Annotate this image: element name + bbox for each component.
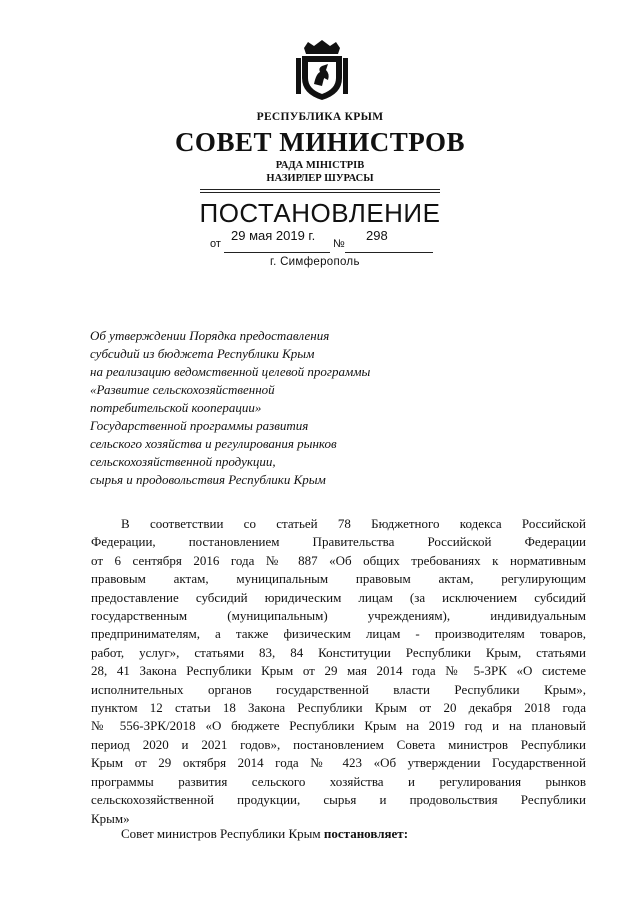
date-prefix: от <box>210 238 221 250</box>
city: г. Симферополь <box>270 256 360 268</box>
subject-line: Государственной программы развития <box>90 418 309 433</box>
subject-line: Об утверждении Порядка предоставления <box>90 328 330 343</box>
republic-name: РЕСПУБЛИКА КРЫМ <box>256 111 384 123</box>
subject-line: сельскохозяйственной продукции, <box>90 454 276 469</box>
body-line: пунктом 12 статьи 18 Закона Республики Крым от 20 декабря 2018 года <box>91 700 586 716</box>
number-underline <box>345 252 433 253</box>
body-line: Федерации, постановлением Правительства Российской Федерации <box>91 534 586 550</box>
header-divider <box>200 189 440 190</box>
date-number-row <box>0 228 640 248</box>
council-title: СОВЕТ МИНИСТРОВ <box>174 127 466 157</box>
body-line: программы развития сельского хозяйства и регулирования рынков <box>91 773 586 789</box>
subject-line: субсидий из бюджета Республики Крым <box>90 346 315 361</box>
body-line: от 6 сентября 2016 года № 887 «Об общих требованиях к нормативным <box>91 552 586 568</box>
decree-date: 29 мая 2019 г. <box>231 228 316 243</box>
decree-subject <box>90 327 450 489</box>
body-line: № 556-ЗРК/2018 «О бюджете Республики Крым на 2019 год и на плановый <box>91 718 586 734</box>
subject-line: на реализацию ведомственной целевой программы <box>90 364 371 379</box>
body-line: В соответствии со статьей 78 Бюджетного кодекса Российской <box>121 516 586 531</box>
body-line: Крым» <box>91 810 130 826</box>
number-label: № <box>333 238 345 250</box>
subject-line: «Развитие сельскохозяйственной <box>90 382 275 397</box>
body-line: исполнительных органов государственной власти Республики Крым», <box>91 681 586 697</box>
body-line: государственным (муниципальным) учреждениям), индивидуальным <box>91 608 586 624</box>
body-line: сельскохозяйственной продукции, сырья и продовольствия Республики <box>91 792 586 808</box>
body-line: предоставление субсидий юридическим лицам (за исключением субсидий <box>91 589 586 605</box>
subject-line: потребительской кооперации» <box>90 400 262 415</box>
council-title-crimean-tatar: НАЗИРЛЕР ШУРАСЫ <box>266 173 374 184</box>
decree-number: 298 <box>366 228 388 243</box>
resolution-verb: постановляет: <box>323 826 409 841</box>
preamble-paragraph <box>91 515 586 828</box>
resolution-line <box>121 825 616 843</box>
decree-title: ПОСТАНОВЛЕНИЕ <box>199 198 441 228</box>
body-line: Крым от 29 октября 2014 года № 423 «Об утверждении Государственной <box>91 755 586 771</box>
resolution-text: Совет министров Республики Крым <box>121 826 324 841</box>
subject-line: сырья и продовольствия Республики Крым <box>90 472 326 487</box>
date-underline <box>224 252 330 253</box>
body-line: правовым актам, муниципальным правовым актам, регулирующим <box>91 571 586 587</box>
subject-line: сельского хозяйства и регулирования рынков <box>90 436 337 451</box>
header-divider-second <box>200 192 440 193</box>
crimea-coat-of-arms-icon <box>294 38 350 102</box>
body-line: работ, услуг», статьями 83, 84 Конституции Республики Крым, статьями <box>91 644 586 660</box>
council-title-ukrainian: РАДА МІНІСТРІВ <box>275 160 365 171</box>
body-line: период 2020 и 2021 годов», постановлением Совета министров Республики <box>91 736 586 752</box>
body-line: предпринимателям, а также физическим лицам - производителям товаров, <box>91 626 586 642</box>
body-line: 28, 41 Закона Республики Крым от 29 мая 2014 года № 5-ЗРК «О системе <box>91 663 586 679</box>
